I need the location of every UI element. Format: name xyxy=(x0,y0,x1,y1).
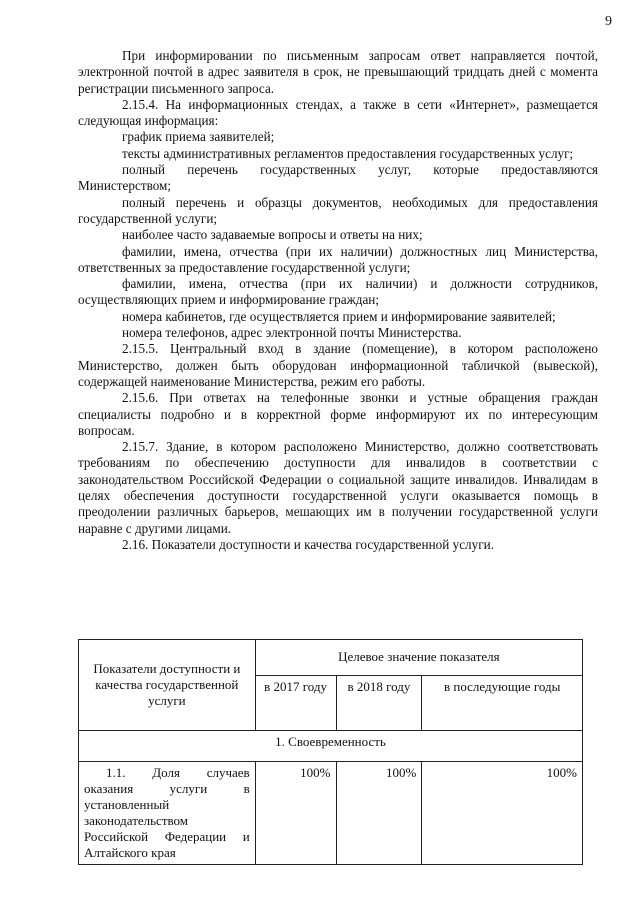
paragraph: номера кабинетов, где осуществляется прием и информирование заявителей; xyxy=(122,308,556,324)
paragraph: 2.15.5. Центральный вход в здание (помещение), в котором расположено Министерство, должен быть оборудован информационной табличкой (вывеской), содержащей наименование Министерства, режим его работы. xyxy=(78,341,598,389)
paragraph: фамилии, имена, отчества (при их наличии) и должности сотрудников, осуществляющих прием и информирование граждан; xyxy=(78,276,598,308)
header-year-next: в последующие годы xyxy=(422,675,583,730)
paragraph: полный перечень государственных услуг, которые предоставляются Министерством; xyxy=(78,162,598,194)
header-year-2017: в 2017 году xyxy=(255,675,336,730)
header-indicator: Показатели доступности и качества государственной услуги xyxy=(79,640,256,731)
row-value-2018: 100% xyxy=(336,762,422,865)
paragraph: 2.15.7. Здание, в котором расположено Министерство, должно соответствовать требованиям по обеспечению доступности для инвалидов в соответствии с законодательством Российской Федерации о социальной защите инвалидов. Инвалидам в целях обеспечения доступности государственной услуги оказывается помощь в преодолении различных барьеров, мешающих им в получении государственной услуги наравне с другими лицами. xyxy=(78,439,598,536)
row-value-next: 100% xyxy=(422,762,583,865)
table-row xyxy=(79,762,583,865)
paragraph: тексты административных регламентов предоставления государственных услуг; xyxy=(122,145,574,161)
paragraph: наиболее часто задаваемые вопросы и ответы на них; xyxy=(122,227,423,243)
row-value-2017: 100% xyxy=(255,762,336,865)
paragraph: 2.15.4. На информационных стендах, а также в сети «Интернет», размещается следующая информация: xyxy=(78,96,598,129)
paragraph: При информировании по письменным запросам ответ направляется почтой, электронной почтой в адрес заявителя в срок, не превышающий тридцать дней с момента регистрации письменного запроса. xyxy=(78,48,598,96)
section-heading: 2.16. Показатели доступности и качества государственной услуги. xyxy=(122,536,494,552)
page-number: 9 xyxy=(605,14,612,29)
paragraph: фамилии, имена, отчества (при их наличии) должностных лиц Министерства, ответственных за предоставление государственной услуги; xyxy=(78,243,598,275)
paragraph: график приема заявителей; xyxy=(122,129,275,145)
section-title: 1. Своевременность xyxy=(79,731,583,762)
paragraph: номера телефонов, адрес электронной почты Министерства. xyxy=(122,325,462,341)
body-text xyxy=(78,48,598,553)
header-year-2018: в 2018 году xyxy=(336,675,422,730)
paragraph: полный перечень и образцы документов, необходимых для предоставления государственной услуги; xyxy=(78,194,598,226)
header-target: Целевое значение показателя xyxy=(255,640,582,676)
row-label: 1.1. Доля случаев оказания услуги в установленный законодательством Российской Федерации и Алтайского края xyxy=(79,762,256,865)
indicators-table xyxy=(78,639,583,865)
paragraph: 2.15.6. При ответах на телефонные звонки и устные обращения граждан специалисты подробно и в корректной форме информируют их по интересующим вопросам. xyxy=(78,390,598,438)
